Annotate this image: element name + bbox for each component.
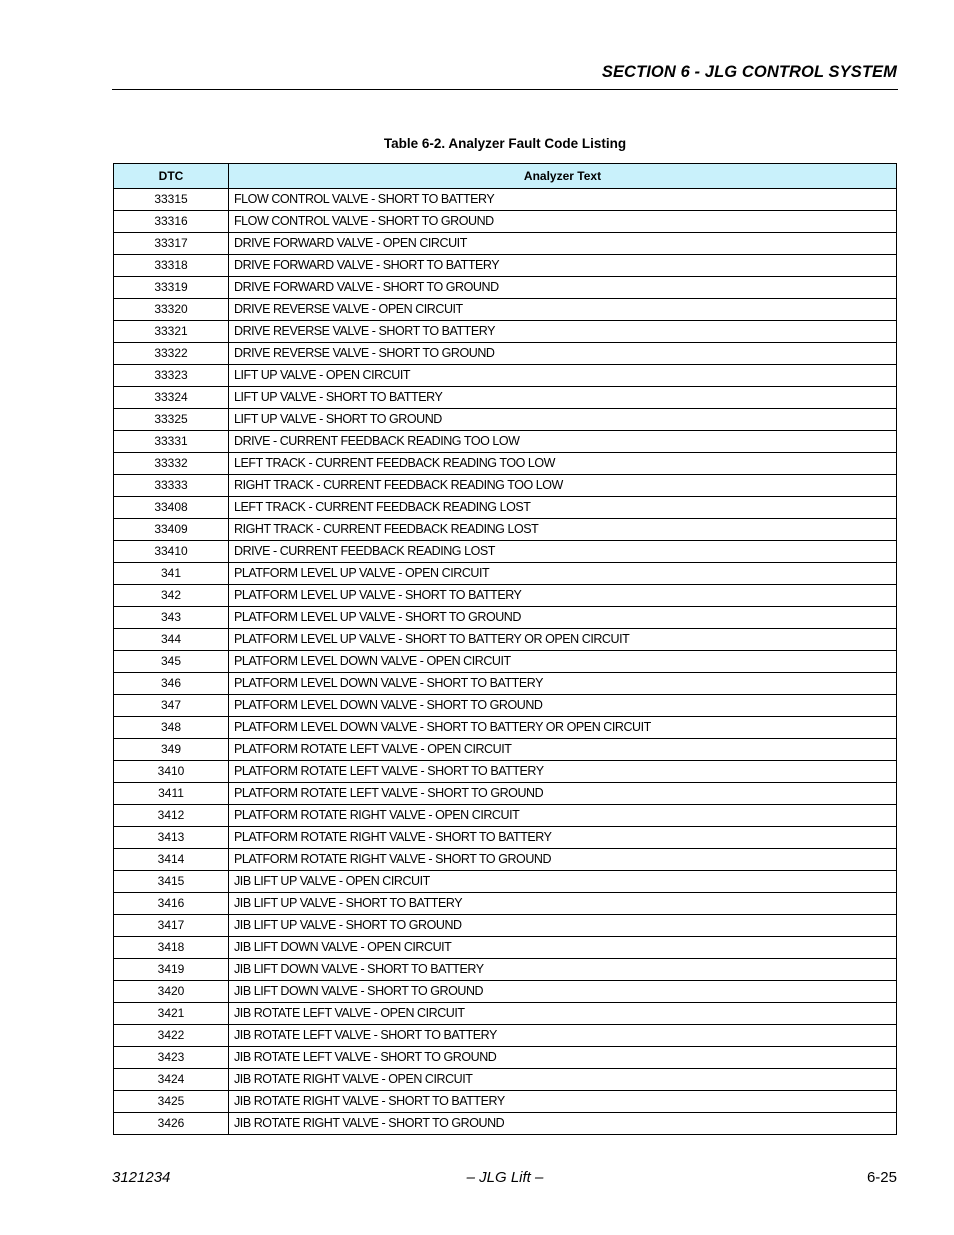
analyzer-text-cell: PLATFORM ROTATE RIGHT VALVE - SHORT TO BATTERY <box>229 827 897 849</box>
table-row <box>114 497 897 519</box>
analyzer-text-cell: DRIVE REVERSE VALVE - OPEN CIRCUIT <box>229 299 897 321</box>
dtc-cell: 3416 <box>114 893 229 915</box>
dtc-cell: 3420 <box>114 981 229 1003</box>
analyzer-text-cell: PLATFORM ROTATE RIGHT VALVE - SHORT TO GROUND <box>229 849 897 871</box>
analyzer-text-cell: JIB LIFT UP VALVE - SHORT TO BATTERY <box>229 893 897 915</box>
dtc-cell: 3421 <box>114 1003 229 1025</box>
analyzer-text-cell: LEFT TRACK - CURRENT FEEDBACK READING LOST <box>229 497 897 519</box>
table-row <box>114 431 897 453</box>
table-title: Table 6-2. Analyzer Fault Code Listing <box>383 136 627 151</box>
footer-doc-number: 3121234 <box>112 1169 171 1186</box>
dtc-cell: 33317 <box>114 233 229 255</box>
analyzer-text-cell: DRIVE FORWARD VALVE - SHORT TO BATTERY <box>229 255 897 277</box>
dtc-cell: 349 <box>114 739 229 761</box>
table-row <box>114 673 897 695</box>
analyzer-text-cell: JIB LIFT DOWN VALVE - SHORT TO GROUND <box>229 981 897 1003</box>
analyzer-text-cell: FLOW CONTROL VALVE - SHORT TO GROUND <box>229 211 897 233</box>
analyzer-text-cell: JIB ROTATE LEFT VALVE - OPEN CIRCUIT <box>229 1003 897 1025</box>
dtc-cell: 3422 <box>114 1025 229 1047</box>
table-row <box>114 1025 897 1047</box>
dtc-cell: 344 <box>114 629 229 651</box>
dtc-cell: 3410 <box>114 761 229 783</box>
analyzer-text-cell: LIFT UP VALVE - SHORT TO GROUND <box>229 409 897 431</box>
analyzer-text-cell: FLOW CONTROL VALVE - SHORT TO BATTERY <box>229 189 897 211</box>
analyzer-text-cell: JIB LIFT DOWN VALVE - OPEN CIRCUIT <box>229 937 897 959</box>
table-row <box>114 695 897 717</box>
analyzer-text-cell: PLATFORM LEVEL UP VALVE - SHORT TO BATTERY <box>229 585 897 607</box>
table-row <box>114 453 897 475</box>
analyzer-text-cell: JIB LIFT UP VALVE - OPEN CIRCUIT <box>229 871 897 893</box>
analyzer-text-cell: PLATFORM LEVEL DOWN VALVE - SHORT TO BATTERY <box>229 673 897 695</box>
dtc-cell: 33321 <box>114 321 229 343</box>
table-row <box>114 519 897 541</box>
analyzer-text-cell: PLATFORM LEVEL UP VALVE - OPEN CIRCUIT <box>229 563 897 585</box>
table-row <box>114 937 897 959</box>
dtc-cell: 341 <box>114 563 229 585</box>
analyzer-text-cell: DRIVE - CURRENT FEEDBACK READING LOST <box>229 541 897 563</box>
table-row <box>114 805 897 827</box>
analyzer-text-cell: LIFT UP VALVE - SHORT TO BATTERY <box>229 387 897 409</box>
footer-page-number: 6-25 <box>866 1169 897 1186</box>
dtc-cell: 3418 <box>114 937 229 959</box>
dtc-cell: 343 <box>114 607 229 629</box>
table-row <box>114 1003 897 1025</box>
dtc-cell: 33324 <box>114 387 229 409</box>
dtc-cell: 3426 <box>114 1113 229 1135</box>
table-row <box>114 783 897 805</box>
table-row <box>114 871 897 893</box>
fault-code-table <box>113 163 897 1135</box>
analyzer-text-cell: PLATFORM LEVEL UP VALVE - SHORT TO BATTERY OR OPEN CIRCUIT <box>229 629 897 651</box>
analyzer-text-cell: DRIVE REVERSE VALVE - SHORT TO GROUND <box>229 343 897 365</box>
table-row <box>114 541 897 563</box>
analyzer-text-cell: LIFT UP VALVE - OPEN CIRCUIT <box>229 365 897 387</box>
table-row <box>114 915 897 937</box>
column-header-analyzer-text: Analyzer Text <box>229 164 897 189</box>
table-row <box>114 827 897 849</box>
dtc-cell: 346 <box>114 673 229 695</box>
analyzer-text-cell: LEFT TRACK - CURRENT FEEDBACK READING TOO LOW <box>229 453 897 475</box>
dtc-cell: 3423 <box>114 1047 229 1069</box>
fault-code-table-container <box>113 163 897 1135</box>
dtc-cell: 3412 <box>114 805 229 827</box>
analyzer-text-cell: DRIVE FORWARD VALVE - SHORT TO GROUND <box>229 277 897 299</box>
table-row <box>114 629 897 651</box>
dtc-cell: 3413 <box>114 827 229 849</box>
table-row <box>114 849 897 871</box>
analyzer-text-cell: PLATFORM LEVEL UP VALVE - SHORT TO GROUND <box>229 607 897 629</box>
table-row <box>114 717 897 739</box>
table-row <box>114 1113 897 1135</box>
analyzer-text-cell: PLATFORM ROTATE LEFT VALVE - SHORT TO BATTERY <box>229 761 897 783</box>
dtc-cell: 33323 <box>114 365 229 387</box>
analyzer-text-cell: JIB ROTATE LEFT VALVE - SHORT TO GROUND <box>229 1047 897 1069</box>
analyzer-text-cell: DRIVE FORWARD VALVE - OPEN CIRCUIT <box>229 233 897 255</box>
header-rule <box>112 89 898 90</box>
table-row <box>114 321 897 343</box>
table-row <box>114 277 897 299</box>
table-row <box>114 233 897 255</box>
dtc-cell: 33409 <box>114 519 229 541</box>
dtc-cell: 3415 <box>114 871 229 893</box>
dtc-cell: 347 <box>114 695 229 717</box>
table-row <box>114 607 897 629</box>
table-row <box>114 255 897 277</box>
analyzer-text-cell: JIB ROTATE LEFT VALVE - SHORT TO BATTERY <box>229 1025 897 1047</box>
footer-company: – JLG Lift – <box>466 1169 544 1186</box>
analyzer-text-cell: PLATFORM LEVEL DOWN VALVE - OPEN CIRCUIT <box>229 651 897 673</box>
analyzer-text-cell: RIGHT TRACK - CURRENT FEEDBACK READING TOO LOW <box>229 475 897 497</box>
table-row <box>114 211 897 233</box>
analyzer-text-cell: DRIVE - CURRENT FEEDBACK READING TOO LOW <box>229 431 897 453</box>
dtc-cell: 33320 <box>114 299 229 321</box>
analyzer-text-cell: JIB ROTATE RIGHT VALVE - SHORT TO BATTERY <box>229 1091 897 1113</box>
dtc-cell: 33318 <box>114 255 229 277</box>
dtc-cell: 3414 <box>114 849 229 871</box>
dtc-cell: 33315 <box>114 189 229 211</box>
dtc-cell: 33331 <box>114 431 229 453</box>
table-row <box>114 1047 897 1069</box>
table-row <box>114 299 897 321</box>
table-row <box>114 651 897 673</box>
table-row <box>114 1091 897 1113</box>
dtc-cell: 33333 <box>114 475 229 497</box>
dtc-cell: 348 <box>114 717 229 739</box>
table-row <box>114 343 897 365</box>
table-row <box>114 189 897 211</box>
analyzer-text-cell: JIB ROTATE RIGHT VALVE - SHORT TO GROUND <box>229 1113 897 1135</box>
table-header-row <box>114 164 897 189</box>
table-row <box>114 761 897 783</box>
dtc-cell: 3419 <box>114 959 229 981</box>
table-row <box>114 959 897 981</box>
dtc-cell: 3424 <box>114 1069 229 1091</box>
dtc-cell: 33332 <box>114 453 229 475</box>
table-row <box>114 475 897 497</box>
analyzer-text-cell: PLATFORM LEVEL DOWN VALVE - SHORT TO GROUND <box>229 695 897 717</box>
table-row <box>114 893 897 915</box>
dtc-cell: 33325 <box>114 409 229 431</box>
dtc-cell: 33322 <box>114 343 229 365</box>
column-header-dtc: DTC <box>114 164 229 189</box>
analyzer-text-cell: PLATFORM ROTATE RIGHT VALVE - OPEN CIRCUIT <box>229 805 897 827</box>
table-row <box>114 981 897 1003</box>
analyzer-text-cell: PLATFORM LEVEL DOWN VALVE - SHORT TO BATTERY OR OPEN CIRCUIT <box>229 717 897 739</box>
dtc-cell: 3425 <box>114 1091 229 1113</box>
table-row <box>114 365 897 387</box>
analyzer-text-cell: RIGHT TRACK - CURRENT FEEDBACK READING LOST <box>229 519 897 541</box>
section-header: SECTION 6 - JLG CONTROL SYSTEM <box>601 63 897 81</box>
dtc-cell: 33319 <box>114 277 229 299</box>
dtc-cell: 33408 <box>114 497 229 519</box>
dtc-cell: 345 <box>114 651 229 673</box>
table-row <box>114 387 897 409</box>
table-row <box>114 585 897 607</box>
table-row <box>114 409 897 431</box>
analyzer-text-cell: PLATFORM ROTATE LEFT VALVE - OPEN CIRCUIT <box>229 739 897 761</box>
analyzer-text-cell: JIB LIFT UP VALVE - SHORT TO GROUND <box>229 915 897 937</box>
table-row <box>114 563 897 585</box>
dtc-cell: 3417 <box>114 915 229 937</box>
table-body <box>114 189 897 1135</box>
analyzer-text-cell: PLATFORM ROTATE LEFT VALVE - SHORT TO GROUND <box>229 783 897 805</box>
analyzer-text-cell: JIB ROTATE RIGHT VALVE - OPEN CIRCUIT <box>229 1069 897 1091</box>
dtc-cell: 33410 <box>114 541 229 563</box>
analyzer-text-cell: JIB LIFT DOWN VALVE - SHORT TO BATTERY <box>229 959 897 981</box>
table-row <box>114 1069 897 1091</box>
table-row <box>114 739 897 761</box>
dtc-cell: 33316 <box>114 211 229 233</box>
dtc-cell: 342 <box>114 585 229 607</box>
analyzer-text-cell: DRIVE REVERSE VALVE - SHORT TO BATTERY <box>229 321 897 343</box>
dtc-cell: 3411 <box>114 783 229 805</box>
